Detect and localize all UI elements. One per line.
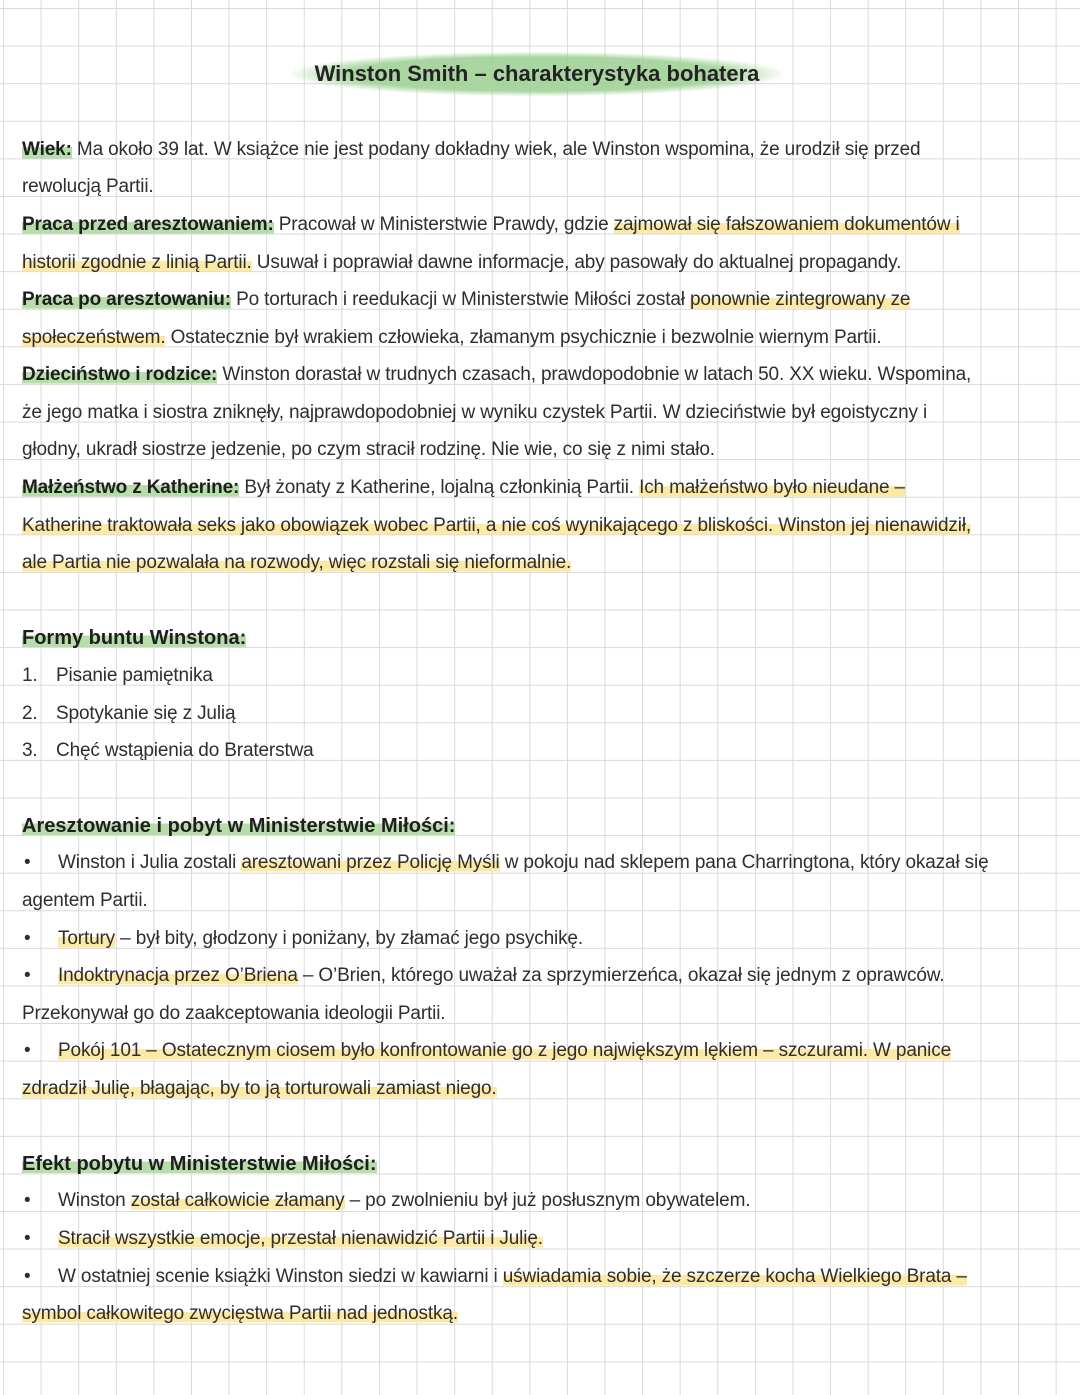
aresztowanie-bullet-1-cont — [22, 884, 1062, 918]
aresztowanie-bullet-2 — [22, 922, 1062, 956]
efekt-b3-highlight: uświadamia sobie, że szczerze kocha Wielkiego Brata – — [502, 1266, 967, 1287]
aresztowanie-bullet-1 — [22, 846, 1062, 880]
praca-po-label: Praca po aresztowaniu: — [22, 289, 231, 310]
bunt-item-number: 3. — [22, 740, 38, 761]
aresztowanie-b3-highlight: Indoktrynacja przez O’Briena — [58, 965, 298, 986]
efekt-b3-highlight-2: symbol całkowitego zwycięstwa Partii nad jednostką. — [22, 1303, 458, 1324]
bunt-item — [22, 734, 1062, 768]
efekt-b3-text-a: W ostatniej scenie książki Winston siedzi w kawiarni i — [58, 1266, 503, 1287]
efekt-b1-text-c: – po zwolnieniu był już posłusznym obywatelem. — [344, 1190, 751, 1211]
praca-przed-line-1 — [22, 208, 1062, 242]
aresztowanie-b3-text-2: Przekonywał go do zaakceptowania ideologii Partii. — [22, 1003, 446, 1024]
dziecinstwo-line-2 — [22, 396, 1062, 430]
aresztowanie-b2-highlight: Tortury — [58, 928, 116, 949]
efekt-b1-highlight: został całkowicie złamany — [130, 1190, 345, 1211]
bullet-dot: • — [24, 852, 31, 873]
aresztowanie-b1-text-2: agentem Partii. — [22, 890, 148, 911]
aresztowanie-b3-text: – O’Brien, którego uważał za sprzymierzeńca, okazał się jednym z oprawców. — [297, 965, 945, 986]
dziecinstwo-line-3 — [22, 433, 1062, 467]
bunt-item-text: Pisanie pamiętnika — [56, 665, 213, 686]
bunt-item-text: Chęć wstąpienia do Braterstwa — [56, 740, 314, 761]
wiek-label: Wiek: — [22, 139, 72, 160]
wiek-line-2 — [22, 170, 1062, 204]
malzenstwo-text-1a: Był żonaty z Katherine, lojalną członkinią Partii. — [239, 477, 640, 498]
aresztowanie-b4-highlight: Pokój 101 – Ostatecznym ciosem było konfrontowanie go z jego największym lękiem – szczurami. W panice — [58, 1040, 952, 1061]
praca-po-text-1a: Po torturach i reedukacji w Ministerstwie Miłości został — [230, 289, 691, 310]
bunt-item-text: Spotykanie się z Julią — [56, 703, 236, 724]
efekt-b1-text-a: Winston — [58, 1190, 131, 1211]
dziecinstwo-line-1 — [22, 358, 1062, 392]
efekt-b2-highlight: Stracił wszystkie emocje, przestał nienawidzić Partii i Julię. — [58, 1228, 543, 1249]
efekt-bullet-1 — [22, 1184, 1062, 1218]
page-title: Winston Smith – charakterystyka bohatera — [292, 52, 782, 96]
bunt-item — [22, 659, 1062, 693]
bullet-dot: • — [24, 965, 31, 986]
praca-przed-highlight-1: zajmował się fałszowaniem dokumentów i — [613, 214, 960, 235]
efekt-heading-text: Efekt pobytu w Ministerstwie Miłości: — [22, 1153, 377, 1175]
dziecinstwo-text-1: Winston dorastał w trudnych czasach, prawdopodobnie w latach 50. XX wieku. Wspomina, — [217, 364, 972, 385]
praca-po-line-1 — [22, 283, 1062, 317]
praca-przed-label: Praca przed aresztowaniem: — [22, 214, 274, 235]
dziecinstwo-text-3: głodny, ukradł siostrze jedzenie, po czym stracił rodzinę. Nie wie, co się z nimi stało. — [22, 439, 715, 460]
malzenstwo-line-2 — [22, 509, 1062, 543]
malzenstwo-highlight-1: Ich małżeństwo było nieudane – — [639, 477, 905, 498]
malzenstwo-line-3 — [22, 546, 1062, 580]
wiek-text-2: rewolucją Partii. — [22, 176, 154, 197]
aresztowanie-b2-text: – był bity, głodzony i poniżany, by złamać jego psychikę. — [115, 928, 583, 949]
aresztowanie-b4-highlight-2: zdradził Julię, błagając, by to ją torturowali zamiast niego. — [22, 1078, 497, 1099]
aresztowanie-b1-text-a: Winston i Julia zostali — [58, 852, 242, 873]
praca-przed-highlight-2: historii zgodnie z linią Partii. — [22, 252, 252, 273]
praca-po-text-2b: Ostatecznie był wrakiem człowieka, złamanym psychicznie i bezwolnie wiernym Partii. — [165, 327, 882, 348]
bullet-dot: • — [24, 1040, 31, 1061]
efekt-bullet-3 — [22, 1260, 1062, 1294]
efekt-bullet-2 — [22, 1222, 1062, 1256]
praca-po-highlight-1: ponownie zintegrowany ze — [690, 289, 911, 310]
bunt-heading — [22, 621, 246, 655]
aresztowanie-bullet-3-cont — [22, 997, 1062, 1031]
aresztowanie-heading-text: Aresztowanie i pobyt w Ministerstwie Miłości: — [22, 815, 456, 837]
praca-po-highlight-2: społeczeństwem. — [22, 327, 166, 348]
efekt-heading — [22, 1147, 377, 1181]
wiek-line-1 — [22, 133, 1062, 167]
dziecinstwo-label: Dzieciństwo i rodzice: — [22, 364, 218, 385]
aresztowanie-b1-highlight: aresztowani przez Policję Myśli — [241, 852, 500, 873]
dziecinstwo-text-2: że jego matka i siostra zniknęły, najprawdopodobniej w wyniku czystek Partii. W dzieciństwie był egoistyczny i — [22, 402, 928, 423]
bunt-item — [22, 697, 1062, 731]
bunt-item-number: 1. — [22, 665, 38, 686]
aresztowanie-b1-text-c: w pokoju nad sklepem pana Charringtona, który okazał się — [499, 852, 989, 873]
malzenstwo-line-1 — [22, 471, 1062, 505]
aresztowanie-heading — [22, 809, 455, 843]
bullet-dot: • — [24, 1266, 31, 1287]
aresztowanie-bullet-4 — [22, 1034, 1062, 1068]
aresztowanie-bullet-4-cont — [22, 1072, 1062, 1106]
malzenstwo-highlight-3: ale Partia nie pozwalała na rozwody, więc rozstali się nieformalnie. — [22, 552, 572, 573]
bullet-dot: • — [24, 1228, 31, 1249]
efekt-bullet-3-cont — [22, 1297, 1062, 1331]
bunt-heading-text: Formy buntu Winstona: — [22, 627, 247, 649]
bunt-item-number: 2. — [22, 703, 38, 724]
praca-po-line-2 — [22, 321, 1062, 355]
aresztowanie-bullet-3 — [22, 959, 1062, 993]
wiek-text-1: Ma około 39 lat. W książce nie jest podany dokładny wiek, ale Winston wspomina, że urodził się przed — [71, 139, 921, 160]
malzenstwo-label: Małżeństwo z Katherine: — [22, 477, 240, 498]
praca-przed-text-2b: Usuwał i poprawiał dawne informacje, aby pasowały do aktualnej propagandy. — [251, 252, 902, 273]
malzenstwo-highlight-2: Katherine traktowała seks jako obowiązek wobec Partii, a nie coś wynikającego z bliskości. Winston jej nienawidził, — [22, 515, 972, 536]
bullet-dot: • — [24, 928, 31, 949]
bullet-dot: • — [24, 1190, 31, 1211]
praca-przed-text-1a: Pracował w Ministerstwie Prawdy, gdzie — [273, 214, 614, 235]
praca-przed-line-2 — [22, 246, 1062, 280]
